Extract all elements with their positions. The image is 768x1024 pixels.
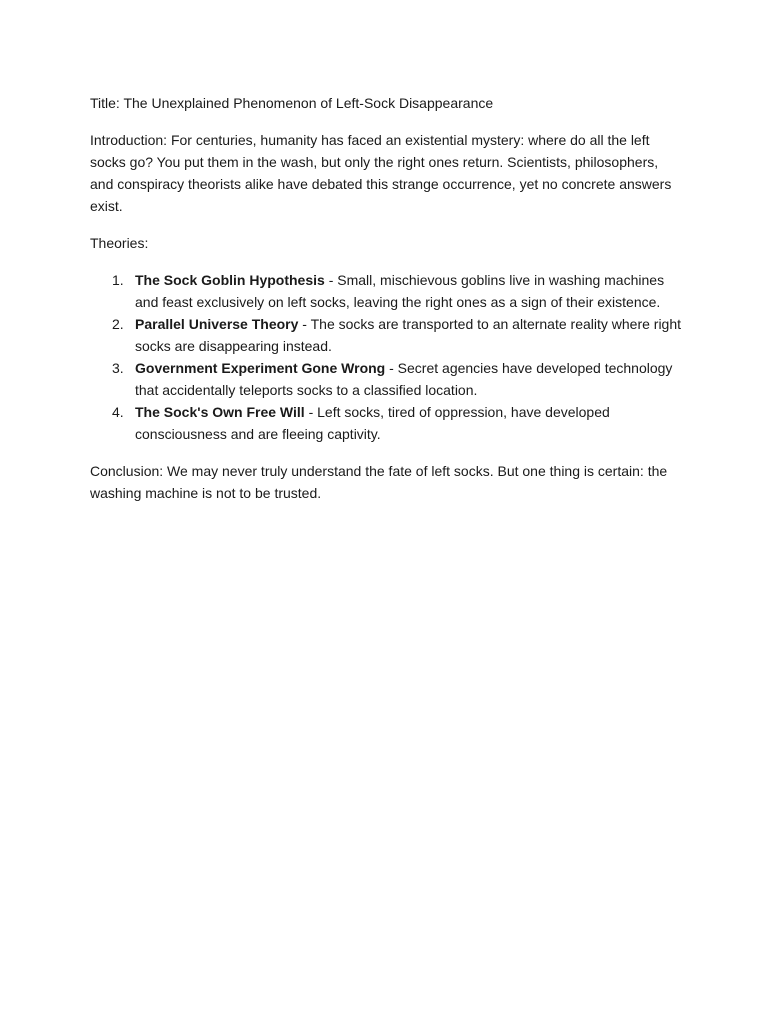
theory-term: The Sock's Own Free Will bbox=[135, 404, 305, 420]
theory-term: The Sock Goblin Hypothesis bbox=[135, 272, 325, 288]
list-item bbox=[90, 313, 682, 357]
list-item-number: 2. bbox=[112, 316, 124, 332]
theory-term: Parallel Universe Theory bbox=[135, 316, 299, 332]
theory-term: Government Experiment Gone Wrong bbox=[135, 360, 386, 376]
theory-description: - The socks are transported to an alternate reality where right socks are disappearing instead. bbox=[135, 316, 682, 354]
list-item bbox=[90, 357, 682, 401]
document-body bbox=[90, 90, 682, 519]
theory-description: - Small, mischievous goblins live in washing machines and feast exclusively on left socks, leaving the right ones as a sign of their existence. bbox=[135, 272, 665, 310]
theory-description: - Left socks, tired of oppression, have developed consciousness and are fleeing captivity. bbox=[135, 404, 610, 442]
conclusion-paragraph: Conclusion: We may never truly understand the fate of left socks. But one thing is certain: the washing machine is not to be trusted. bbox=[90, 463, 668, 501]
theories-heading: Theories: bbox=[90, 235, 149, 251]
list-item-number: 3. bbox=[112, 360, 124, 376]
document-title: Title: The Unexplained Phenomenon of Left-Sock Disappearance bbox=[90, 95, 494, 111]
list-item-number: 1. bbox=[112, 272, 124, 288]
list-item bbox=[90, 401, 682, 445]
introduction-paragraph: Introduction: For centuries, humanity has faced an existential mystery: where do all the left socks go? You put them in the wash, but only the right ones return. Scientists, philosophers, and conspiracy theorists alike have debated this strange occurrence, yet no concrete answers exist. bbox=[90, 132, 672, 214]
theory-description: - Secret agencies have developed technology that accidentally teleports socks to a classified location. bbox=[135, 360, 673, 398]
list-item-number: 4. bbox=[112, 404, 124, 420]
list-item bbox=[90, 269, 682, 313]
theories-list bbox=[90, 269, 682, 445]
